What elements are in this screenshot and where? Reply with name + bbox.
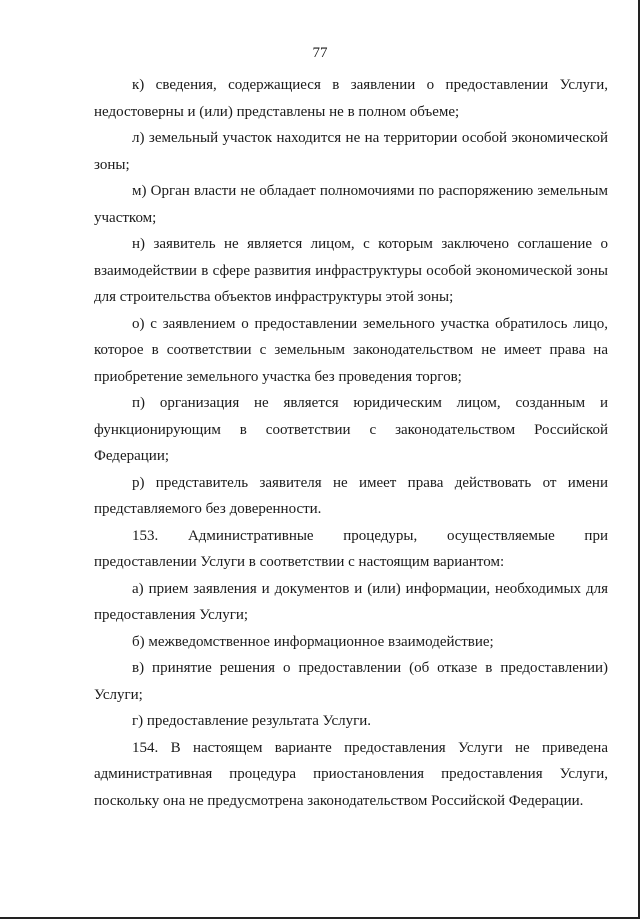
paragraph-l: л) земельный участок находится не на территории особой экономической зоны; [94,130,608,173]
paragraph-o: о) с заявлением о предоставлении земельного участка обратилось лицо, которое в соответствии с земельным законодательством не имеет права на приобретение земельного участка без проведения торгов; [94,315,608,385]
page-number: 77 [312,45,328,61]
paragraph-p: п) организация не является юридическим лицом, созданным и функционирующим в соответствии с законодательством Российской Федерации; [94,395,608,464]
paragraph-a: а) прием заявления и документов и (или) информации, необходимых для предоставления Услуги; [94,580,608,623]
paragraph-n: н) заявитель не является лицом, с которым заключено соглашение о взаимодействии в сфере развития инфраструктуры особой экономической зоны для строительства объектов инфраструктуры этой зоны; [94,236,608,305]
paragraph-153: 153. Административные процедуры, осуществляемые при предоставлении Услуги в соответствии с настоящим вариантом: [94,527,608,570]
paragraph-r: р) представитель заявителя не имеет права действовать от имени представляемого без доверенности. [94,474,608,517]
paragraph-k: к) сведения, содержащиеся в заявлении о предоставлении Услуги, недостоверны и (или) представлены не в полном объеме; [94,77,608,120]
paragraph-g: г) предоставление результата Услуги. [132,713,372,729]
document-body [94,72,608,814]
paragraph-m: м) Орган власти не обладает полномочиями по распоряжению земельным участком; [94,183,608,226]
paragraph-v: в) принятие решения о предоставлении (об отказе в предоставлении) Услуги; [94,660,608,703]
paragraph-b: б) межведомственное информационное взаимодействие; [132,633,494,650]
paragraph-154: 154. В настоящем варианте предоставления Услуги не приведена административная процедура приостановления предоставления Услуги, поскольку она не предусмотрена законодательством Российской Федерации. [94,739,608,809]
